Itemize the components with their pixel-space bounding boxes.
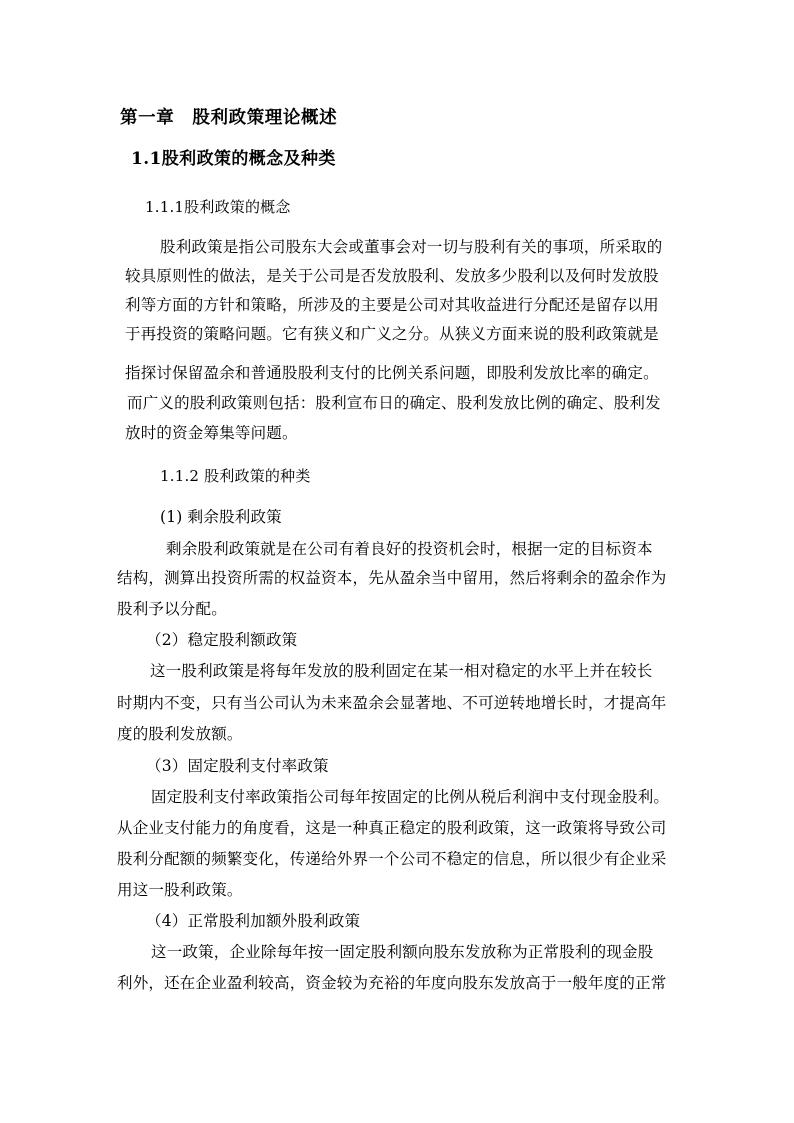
paragraph-line: 利外，还在企业盈利较高，资金较为充裕的年度向股东发放高于一般年度的正常 [117,974,667,992]
paragraph-line: 这一股利政策是将每年发放的股利固定在某一相对稳定的水平上并在较长 [150,662,653,680]
paragraph-line: 用这一股利政策。 [117,881,243,899]
paragraph-line: 于再投资的策略问题。它有狭义和广义之分。从狭义方面来说的股利政策就是 [125,325,659,343]
paragraph-line: 股利予以分配。 [117,600,227,618]
paragraph-line: 时期内不变，只有当公司认为未来盈余会显著地、不可逆转地增长时，才提高年 [117,694,667,712]
paragraph-line: 固定股利支付率政策指公司每年按固定的比例从税后利润中支付现金股利。 [151,788,670,806]
paragraph-line: 股利政策是指公司股东大会或董事会对一切与股利有关的事项，所采取的 [160,238,663,256]
list-item-heading: （2）稳定股利额政策 [146,631,298,649]
paragraph-line: 结构，测算出投资所需的权益资本，先从盈余当中留用，然后将剩余的盈余作为 [117,569,667,587]
paragraph-line: 度的股利发放额。 [117,725,243,743]
paragraph-line: 而广义的股利政策则包括：股利宣布日的确定、股利发放比例的确定、股利发 [127,394,661,412]
chapter-heading: 第一章 股利政策理论概述 [120,108,338,128]
list-item-heading: （3）固定股利支付率政策 [146,757,329,775]
paragraph-line: 指探讨保留盈余和普通股股利支付的比例关系问题，即股利发放比率的确定。 [125,364,659,382]
paragraph-line: 较具原则性的做法，是关于公司是否发放股利、发放多少股利以及何时发放股 [125,267,659,285]
paragraph-line: 从企业支付能力的角度看，这是一种真正稳定的股利政策，这一政策将导致公司 [117,819,667,837]
subsection-heading-concept: 1.1.1股利政策的概念 [145,198,291,216]
paragraph-line: 股利分配额的频繁变化，传递给外界一个公司不稳定的信息，所以很少有企业采 [117,850,667,868]
section-heading: 1.1股利政策的概念及种类 [131,149,336,169]
paragraph-line: 这一政策，企业除每年按一固定股利额向股东发放称为正常股利的现金股 [151,943,654,961]
list-item-heading: (1) 剩余股利政策 [160,508,282,526]
paragraph-line: 放时的资金筹集等问题。 [125,424,298,442]
list-item-heading: （4）正常股利加额外股利政策 [146,912,361,930]
subsection-heading-types: 1.1.2 股利政策的种类 [160,467,311,485]
paragraph-line: 利等方面的方针和策略，所涉及的主要是公司对其收益进行分配还是留存以用 [125,296,659,314]
paragraph-line: 剩余股利政策就是在公司有着良好的投资机会时，根据一定的目标资本 [166,540,653,558]
